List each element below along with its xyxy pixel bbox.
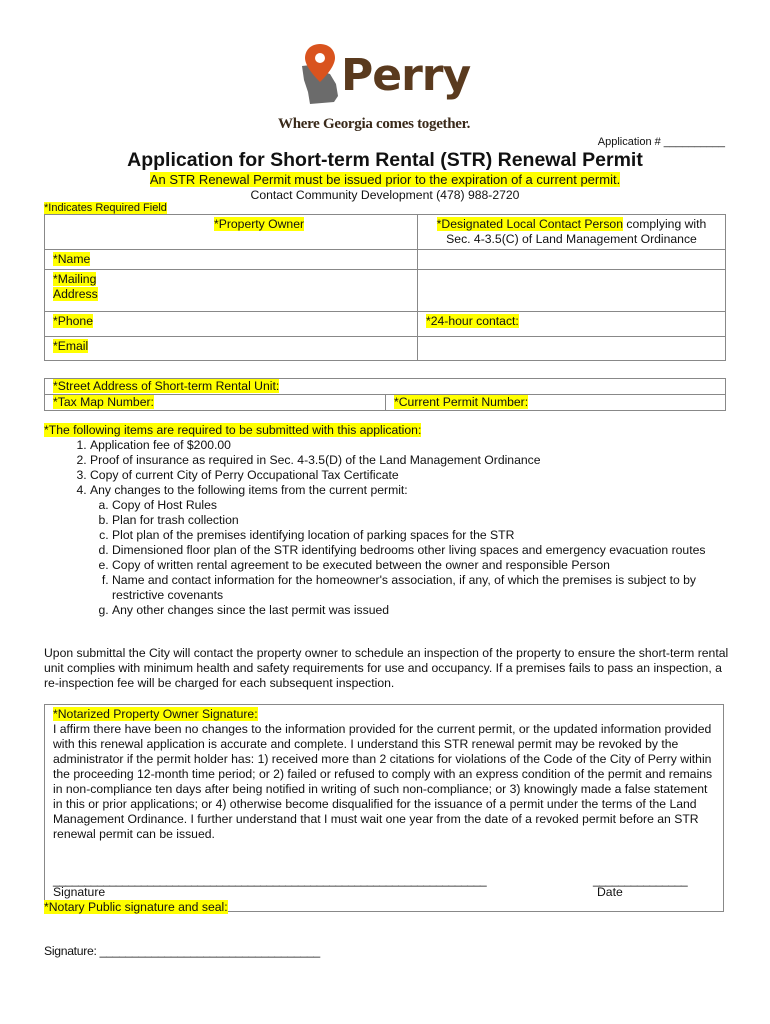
date-line[interactable]: _______________ [593, 873, 688, 887]
corner-cell [45, 215, 102, 250]
notary-label [44, 900, 228, 914]
header-owner [101, 215, 418, 250]
logo-tagline: Where Georgia comes together. [278, 116, 471, 132]
header-local-line2: Sec. 4-3.5(C) of Land Management Ordinance [446, 232, 697, 246]
application-number: Application # __________ [597, 136, 725, 148]
subtitle [0, 172, 770, 187]
inspection-paragraph: Upon submittal the City will contact the property owner to schedule an inspection of the property to ensure the short-term rental unit complies with minimum health and safety requirements for use and occupancy. If a premises fails to pass an inspection, a re-inspection fee will be charged for each subsequent inspection. [44, 646, 729, 690]
label-permit: *Current Permit Number: [394, 395, 529, 409]
required-items [44, 423, 734, 618]
label-phone: *Phone [53, 314, 93, 328]
sublist-item: d. Dimensioned floor plan of the STR identifying bedrooms other living spaces and emergency evacuation routes [112, 543, 734, 558]
contact-line: Contact Community Development (478) 988-2720 [250, 188, 520, 202]
sublist-item: a. Copy of Host Rules [112, 498, 734, 513]
signature-box [44, 704, 724, 912]
label-mailing-1: *Mailing [53, 272, 97, 286]
street-address-field[interactable] [45, 379, 726, 395]
current-permit-field[interactable] [386, 395, 726, 411]
label-taxmap: *Tax Map Number: [53, 395, 154, 409]
page-title: Application for Short-term Rental (STR) Renewal Permit [127, 149, 643, 171]
property-table [44, 378, 726, 411]
list-item: 3. Copy of current City of Perry Occupational Tax Certificate [90, 468, 734, 483]
items-sublist [44, 498, 734, 618]
sublist-item: c. Plot plan of the premises identifying location of parking spaces for the STR [112, 528, 734, 543]
header-local-hl: *Designated Local Contact Person [436, 217, 623, 231]
sublist-item: e. Copy of written rental agreement to be executed between the owner and responsible Person [112, 558, 734, 573]
signature-label: Signature [53, 885, 106, 899]
row-mailing[interactable] [45, 270, 418, 312]
subtitle-text: An STR Renewal Permit must be issued prior to the expiration of a current permit. [149, 172, 621, 187]
items-list [44, 438, 734, 498]
sublist-item: g. Any other changes since the last permit was issued [112, 603, 734, 618]
sublist-item: b. Plan for trash collection [112, 513, 734, 528]
items-heading [44, 423, 734, 438]
required-note-text: *Indicates Required Field [44, 202, 167, 214]
owner-contact-table [44, 214, 726, 361]
perry-logo [278, 44, 476, 136]
label-name: *Name [53, 252, 91, 266]
label-email: *Email [53, 339, 89, 353]
row-email[interactable] [45, 337, 418, 361]
list-item: 1. Application fee of $200.00 [90, 438, 734, 453]
sublist-item: f. Name and contact information for the homeowner's association, if any, of which the premises is subject to by restrictive covenants [112, 573, 734, 603]
list-item: 2. Proof of insurance as required in Sec. 4-3.5(D) of the Land Management Ordinance [90, 453, 734, 468]
items-heading-text: *The following items are required to be submitted with this application: [44, 423, 422, 437]
tax-map-field[interactable] [45, 395, 386, 411]
local-email-field[interactable] [418, 337, 726, 361]
row-24h[interactable] [418, 312, 726, 337]
header-owner-text: *Property Owner [213, 217, 305, 231]
date-label: Date [597, 885, 623, 899]
row-name[interactable] [45, 250, 418, 270]
notary-signature-line[interactable]: Signature: __________________________________ [44, 944, 320, 958]
label-street: *Street Address of Short-term Rental Unit: [53, 379, 280, 393]
signature-line[interactable]: _____________________________________________________________________ [53, 873, 487, 887]
required-note [44, 202, 167, 214]
local-name-field[interactable] [418, 250, 726, 270]
header-local-rest: complying with [622, 217, 707, 231]
list-item: 4. Any changes to the following items from the current permit: [90, 483, 734, 498]
label-mailing-2: Address [53, 287, 98, 301]
signature-text-block [53, 707, 713, 842]
row-phone[interactable] [45, 312, 418, 337]
header-local-contact [418, 215, 726, 250]
affirmation-text: I affirm there have been no changes to the information provided for the current permit, or the updated information provided with this renewal application is accurate and complete. I understand this STR renewal permit may be revoked by the administrator if the permit holder has: 1) received more than 2 citations for violations of the Code of the City of Perry within the proceeding 12-month time period; or 2) failed or refused to comply with an express condition of the permit and remains in non-compliance ten days after being notified in writing of such non-compliance; or 3) knowingly made a false statement in this or prior applications; or 4) otherwise become disqualified for the issuance of a permit under the terms of the Land Management Ordinance. I further understand that I must wait one year from the date of a revoked permit before an STR renewal permit can be issued. [53, 722, 713, 841]
signature-heading: *Notarized Property Owner Signature: [53, 707, 258, 721]
logo-word: Perry [341, 50, 471, 101]
local-mailing-field[interactable] [418, 270, 726, 312]
label-24h: *24-hour contact: [426, 314, 519, 328]
notary-text: *Notary Public signature and seal: [44, 900, 228, 914]
